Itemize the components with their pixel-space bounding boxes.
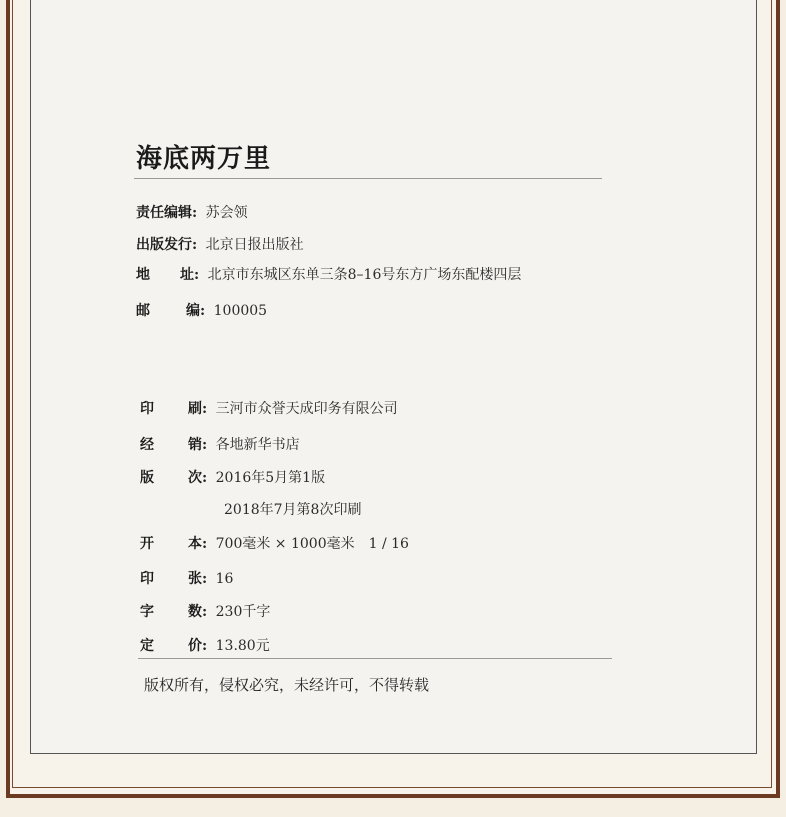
info-row-format: 开 本: 700毫米 × 1000毫米 1 / 16	[140, 533, 409, 553]
info-label: 次	[188, 470, 202, 486]
info-label: 责任编辑	[136, 205, 192, 221]
info-row-distributor: 经 销: 各地新华书店	[140, 434, 300, 454]
info-label: 定	[140, 638, 154, 654]
info-label: 字	[140, 604, 154, 620]
info-label: 出版发行	[136, 237, 192, 253]
info-label: 印	[140, 401, 154, 417]
info-row-publisher: 出版发行: 北京日报出版社	[136, 234, 304, 254]
info-label: 编	[186, 303, 200, 319]
info-row-printing	[224, 499, 361, 519]
info-value: 北京日报出版社	[205, 237, 304, 253]
info-value: 100005	[213, 303, 268, 319]
info-row-edition: 版 次: 2016年5月第1版	[140, 467, 325, 487]
info-label: 本	[188, 536, 202, 552]
info-label: 刷	[188, 401, 202, 417]
info-value: 16	[215, 571, 234, 587]
info-value: 230千字	[215, 604, 271, 620]
info-label: 地	[136, 267, 150, 283]
title-divider	[134, 178, 602, 179]
notice-divider	[138, 658, 612, 659]
info-value: 各地新华书店	[215, 437, 300, 453]
info-row-editor: 责任编辑: 苏会领	[136, 202, 248, 222]
info-label: 邮	[136, 303, 150, 319]
info-label: 数	[188, 604, 202, 620]
info-label: 开	[140, 536, 154, 552]
info-label: 价	[188, 638, 202, 654]
info-value: 700毫米 × 1000毫米 1 / 16	[215, 536, 409, 552]
info-row-postcode: 邮 编: 100005	[136, 300, 267, 320]
book-title: 海底两万里	[136, 144, 272, 174]
info-value: 三河市众誉天成印务有限公司	[215, 401, 398, 417]
info-value: 13.80元	[215, 638, 270, 654]
info-row-wordcount: 字 数: 230千字	[140, 601, 270, 621]
info-label: 址	[180, 267, 194, 283]
info-label: 销	[188, 437, 202, 453]
info-value: 2018年7月第8次印刷	[224, 502, 362, 518]
copyright-notice: 版权所有，侵权必究，未经许可，不得转载	[144, 676, 430, 694]
info-label: 版	[140, 470, 154, 486]
info-label: 张	[188, 571, 202, 587]
info-row-address: 地 址: 北京市东城区东单三条8–16号东方广场东配楼四层	[136, 264, 521, 284]
info-row-sheets: 印 张: 16	[140, 568, 233, 588]
info-value: 苏会领	[205, 205, 248, 221]
info-value: 2016年5月第1版	[215, 470, 326, 486]
info-value: 北京市东城区东单三条8–16号东方广场东配楼四层	[207, 267, 522, 283]
info-label: 经	[140, 437, 154, 453]
info-row-price: 定 价: 13.80元	[140, 635, 270, 655]
info-row-printer: 印 刷: 三河市众誉天成印务有限公司	[140, 398, 398, 418]
info-label: 印	[140, 571, 154, 587]
